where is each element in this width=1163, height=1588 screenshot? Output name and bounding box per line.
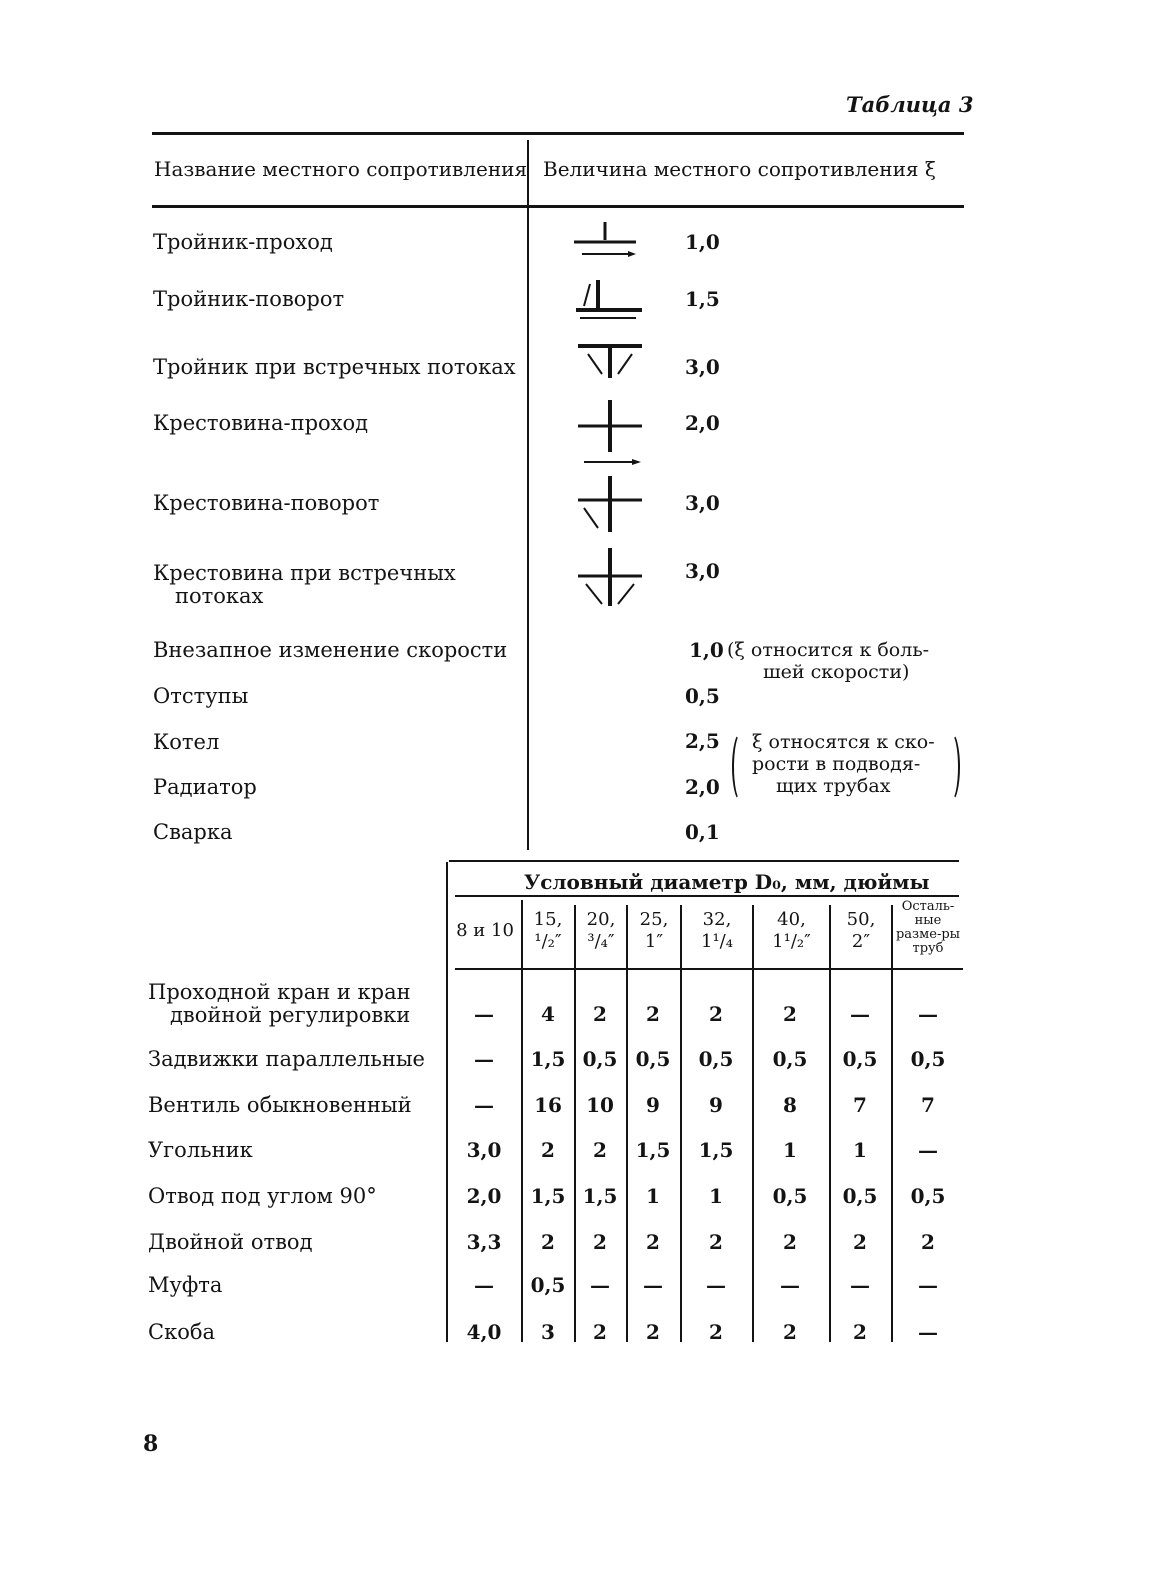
dtable-cell: — bbox=[474, 1002, 494, 1026]
dtable-col-header-sub: ³/₄″ bbox=[587, 931, 615, 952]
dtable-cell: 2 bbox=[593, 1138, 607, 1162]
dtable-cell: — bbox=[918, 1320, 938, 1344]
row-name: Котел bbox=[153, 730, 220, 754]
cross-counter-icon bbox=[574, 546, 646, 610]
dtable-cell: 2 bbox=[853, 1320, 867, 1344]
dtable-row-name-cont: двойной регулировки bbox=[170, 1003, 411, 1027]
row-value: 1,5 bbox=[685, 287, 720, 311]
dtable-col-divider bbox=[891, 905, 893, 1342]
row-name: Тройник при встречных потоках bbox=[153, 355, 516, 379]
dtable-cell: — bbox=[474, 1093, 494, 1117]
dtable-cell: 2 bbox=[593, 1230, 607, 1254]
dtable-cell: 4,0 bbox=[466, 1320, 502, 1344]
dtable-cell: 2 bbox=[593, 1002, 607, 1026]
dtable-cell: 2 bbox=[709, 1320, 723, 1344]
dtable-col-header: 25, bbox=[639, 909, 669, 930]
dtable-title: Условный диаметр D₀, мм, дюймы bbox=[524, 870, 930, 894]
dtable-col-header-sub: 1″ bbox=[644, 931, 664, 952]
dtable-cell: 8 bbox=[783, 1093, 797, 1117]
dtable-cell: 2 bbox=[921, 1230, 935, 1254]
tee-turn-icon bbox=[570, 276, 645, 322]
dtable-cell: 16 bbox=[534, 1093, 562, 1117]
row-name: Сварка bbox=[153, 820, 233, 844]
header-col2: Величина местного сопротивления ξ bbox=[543, 157, 936, 181]
tee-counter-icon bbox=[574, 340, 646, 382]
dtable-row-name: Проходной кран и кран bbox=[148, 980, 411, 1004]
dtable-cell: 2,0 bbox=[466, 1184, 502, 1208]
dtable-cell: — bbox=[780, 1273, 800, 1297]
dtable-cell: — bbox=[706, 1273, 726, 1297]
dtable-cell: 2 bbox=[541, 1138, 555, 1162]
row-value: 1,0 bbox=[685, 230, 720, 254]
dtable-cell: 3,3 bbox=[466, 1230, 502, 1254]
dtable-cell: 10 bbox=[586, 1093, 614, 1117]
table-caption: Таблица 3 bbox=[846, 92, 974, 117]
dtable-cell: 2 bbox=[709, 1230, 723, 1254]
speed-note: (ξ относится к боль- bbox=[727, 639, 930, 661]
row-value: 2,5 bbox=[685, 729, 720, 753]
dtable-col-header-sub: 2″ bbox=[851, 931, 871, 952]
cross-pass-icon bbox=[574, 396, 646, 468]
dtable-cell: 0,5 bbox=[842, 1184, 878, 1208]
dtable-cell: 1,5 bbox=[635, 1138, 671, 1162]
dtable-row-name: Отвод под углом 90° bbox=[148, 1184, 377, 1208]
boiler-note: ξ относятся к ско- bbox=[752, 731, 935, 753]
top-rule bbox=[152, 132, 964, 135]
row-value: 1,0 bbox=[689, 638, 724, 662]
speed-note: шей скорости) bbox=[763, 661, 910, 683]
header-col1: Название местного сопротивления bbox=[154, 157, 528, 181]
dtable-cell: 0,5 bbox=[910, 1047, 946, 1071]
dtable-cell: 7 bbox=[921, 1093, 935, 1117]
dtable-cell: 0,5 bbox=[582, 1047, 618, 1071]
dtable-cell: — bbox=[850, 1273, 870, 1297]
page-number: 8 bbox=[143, 1431, 159, 1457]
dtable-cell: 1 bbox=[709, 1184, 723, 1208]
row-value: 0,5 bbox=[685, 684, 720, 708]
dtable-cell: 1 bbox=[646, 1184, 660, 1208]
column-divider bbox=[527, 140, 529, 850]
row-value: 3,0 bbox=[685, 491, 720, 515]
dtable-cell: — bbox=[590, 1273, 610, 1297]
row-name: Тройник-проход bbox=[153, 230, 333, 254]
dtable-col-divider bbox=[829, 905, 831, 1342]
dtable-cell: 3,0 bbox=[466, 1138, 502, 1162]
dtable-cell: 2 bbox=[646, 1320, 660, 1344]
dtable-cell: 4 bbox=[541, 1002, 555, 1026]
cross-turn-icon bbox=[574, 474, 646, 536]
dtable-col-divider bbox=[752, 905, 754, 1342]
dtable-col-header: 20, bbox=[586, 909, 616, 930]
row-value: 2,0 bbox=[685, 775, 720, 799]
dtable-col-header-sub: ¹/₂″ bbox=[534, 931, 562, 952]
dtable-cell: 3 bbox=[541, 1320, 555, 1344]
dtable-cell: 1,5 bbox=[530, 1047, 566, 1071]
dtable-subhead-rule bbox=[455, 895, 959, 897]
row-name: Радиатор bbox=[153, 775, 257, 799]
dtable-col-header-sub: 1¹/₄ bbox=[701, 931, 733, 952]
dtable-cell: 2 bbox=[593, 1320, 607, 1344]
tee-pass-icon bbox=[570, 218, 640, 266]
dtable-row-name: Вентиль обыкновенный bbox=[148, 1093, 412, 1117]
left-paren-icon bbox=[732, 732, 750, 802]
dtable-cell: — bbox=[474, 1273, 494, 1297]
dtable-cell: 0,5 bbox=[530, 1273, 566, 1297]
dtable-col-header: 32, bbox=[702, 909, 732, 930]
dtable-col-header: 50, bbox=[846, 909, 876, 930]
dtable-cell: 1 bbox=[783, 1138, 797, 1162]
dtable-row-name: Муфта bbox=[148, 1273, 223, 1297]
dtable-cell: 2 bbox=[783, 1320, 797, 1344]
row-name: Крестовина при встречных bbox=[153, 561, 456, 585]
row-value: 3,0 bbox=[685, 559, 720, 583]
dtable-cell: — bbox=[918, 1138, 938, 1162]
dtable-col-header: 15, bbox=[533, 909, 563, 930]
dtable-cell: 2 bbox=[783, 1230, 797, 1254]
dtable-row-name: Задвижки параллельные bbox=[148, 1047, 425, 1071]
dtable-cell: 1,5 bbox=[582, 1184, 618, 1208]
dtable-cell: 2 bbox=[853, 1230, 867, 1254]
dtable-cell: 0,5 bbox=[772, 1184, 808, 1208]
dtable-cell: 0,5 bbox=[698, 1047, 734, 1071]
row-name: Крестовина-проход bbox=[153, 411, 369, 435]
boiler-note: щих трубах bbox=[776, 775, 891, 797]
row-name: Внезапное изменение скорости bbox=[153, 638, 508, 662]
dtable-col-header-sub: 1¹/₂″ bbox=[772, 931, 811, 952]
dtable-cell: 9 bbox=[709, 1093, 723, 1117]
dtable-cell: 7 bbox=[853, 1093, 867, 1117]
dtable-cell: — bbox=[918, 1273, 938, 1297]
dtable-cell: — bbox=[474, 1047, 494, 1071]
row-value: 0,1 bbox=[685, 820, 720, 844]
dtable-row-name: Двойной отвод bbox=[148, 1230, 313, 1254]
row-name: Тройник-поворот bbox=[153, 287, 345, 311]
right-paren-icon bbox=[942, 732, 960, 802]
dtable-cell: 0,5 bbox=[635, 1047, 671, 1071]
dtable-top-rule bbox=[449, 860, 959, 862]
dtable-row-name: Угольник bbox=[148, 1138, 253, 1162]
dtable-cell: 2 bbox=[709, 1002, 723, 1026]
dtable-cell: 2 bbox=[646, 1230, 660, 1254]
dtable-cell: 0,5 bbox=[772, 1047, 808, 1071]
dtable-cell: 1,5 bbox=[698, 1138, 734, 1162]
row-name-cont: потоках bbox=[175, 584, 264, 608]
dtable-cell: 0,5 bbox=[842, 1047, 878, 1071]
dtable-row-name: Скоба bbox=[148, 1320, 215, 1344]
dtable-left-border bbox=[446, 862, 448, 1342]
dtable-cell: 9 bbox=[646, 1093, 660, 1117]
row-name: Отступы bbox=[153, 684, 249, 708]
header-rule bbox=[152, 205, 964, 208]
row-name: Крестовина-поворот bbox=[153, 491, 380, 515]
boiler-note: рости в подводя- bbox=[752, 753, 921, 775]
dtable-cell: 2 bbox=[646, 1002, 660, 1026]
dtable-cell: — bbox=[643, 1273, 663, 1297]
dtable-col-header: 40, bbox=[777, 909, 806, 930]
dtable-cell: — bbox=[918, 1002, 938, 1026]
dtable-col-header: 8 и 10 bbox=[456, 920, 514, 941]
row-value: 3,0 bbox=[685, 355, 720, 379]
dtable-col-header: Осталь-ные разме-ры труб bbox=[895, 899, 961, 956]
dtable-cell: 2 bbox=[783, 1002, 797, 1026]
dtable-head-bottom-rule bbox=[455, 968, 963, 970]
dtable-cell: 0,5 bbox=[910, 1184, 946, 1208]
row-value: 2,0 bbox=[685, 411, 720, 435]
dtable-cell: 1 bbox=[853, 1138, 867, 1162]
dtable-cell: 1,5 bbox=[530, 1184, 566, 1208]
dtable-cell: — bbox=[850, 1002, 870, 1026]
dtable-cell: 2 bbox=[541, 1230, 555, 1254]
